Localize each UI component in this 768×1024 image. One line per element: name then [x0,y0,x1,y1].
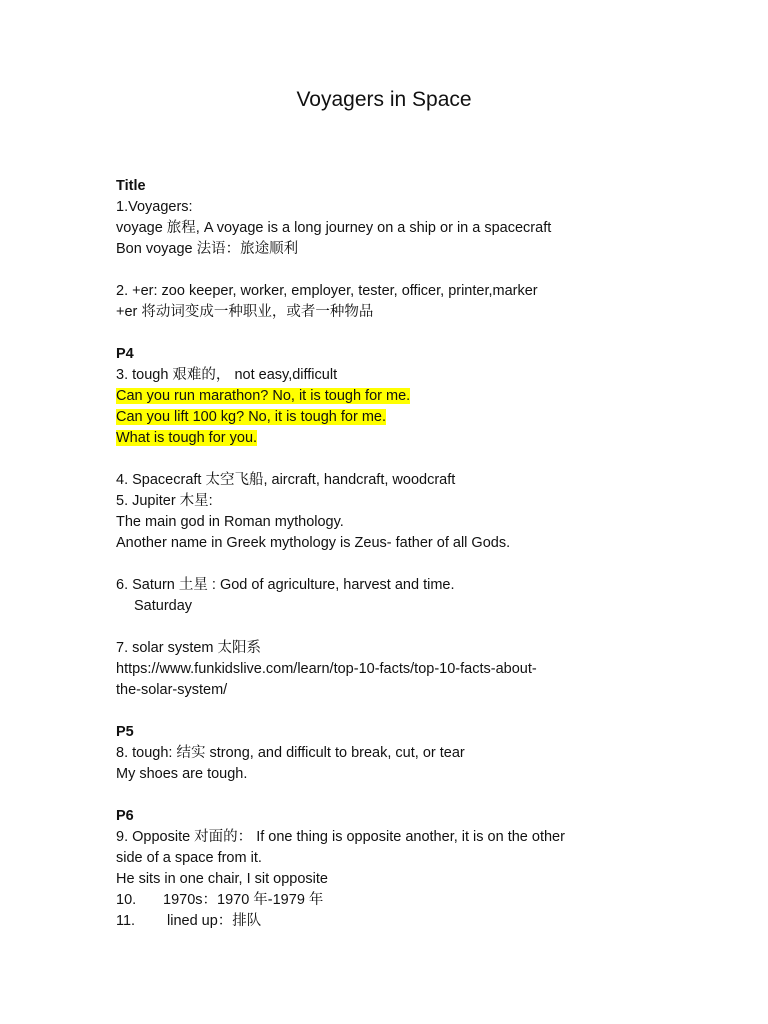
blank-line [116,554,676,575]
text-line: He sits in one chair, I sit opposite [116,871,328,887]
item-number: 10. [116,892,137,908]
text-line: 1.Voyagers: [116,199,193,215]
document-title: Voyagers in Space [296,88,472,111]
section-heading-p6: P6 [116,808,134,824]
text-line: Bon voyage 法语：旅途顺利 [116,241,299,257]
highlighted-sentence: Can you run marathon? No, it is tough for me. [116,388,411,404]
highlighted-sentence: What is tough for you. [116,430,258,446]
text-line: 3. tough 艰难的， not easy,difficult [116,367,338,383]
document-body [116,176,676,932]
url-line: https://www.funkidslive.com/learn/top-10-facts/top-10-facts-about- [116,661,537,677]
blank-line [116,260,676,281]
numbered-line [116,890,676,911]
text-line: 8. tough: 结实 strong, and difficult to break, cut, or tear [116,745,465,761]
text-line: Another name in Greek mythology is Zeus- father of all Gods. [116,535,511,551]
text-line: My shoes are tough. [116,766,248,782]
section-heading-p5: P5 [116,724,134,740]
text-line: 2. +er: zoo keeper, worker, employer, tester, officer, printer,marker [116,283,538,299]
item-number: 11. [116,913,136,929]
highlighted-sentence: Can you lift 100 kg? No, it is tough for me. [116,409,386,425]
blank-line [116,617,676,638]
text-line: 9. Opposite 对面的： If one thing is opposite another, it is on the other [116,829,565,845]
blank-line [116,323,676,344]
section-heading-title: Title [116,178,146,194]
section-heading-p4: P4 [116,346,134,362]
text-line: 5. Jupiter 木星: [116,493,213,509]
item-text: 1970s：1970 年-1979 年 [163,892,324,908]
text-line: +er 将动词变成一种职业，或者一种物品 [116,304,374,320]
numbered-line [116,911,676,932]
blank-line [116,701,676,722]
text-line: side of a space from it. [116,850,262,866]
blank-line [116,449,676,470]
text-line: The main god in Roman mythology. [116,514,344,530]
text-line: 4. Spacecraft 太空飞船, aircraft, handcraft, woodcraft [116,472,456,488]
url-line: the-solar-system/ [116,682,228,698]
text-line: 6. Saturn 土星 : God of agriculture, harvest and time. [116,577,455,593]
text-line: Saturday [134,598,193,614]
item-text: lined up：排队 [167,913,262,929]
blank-line [116,785,676,806]
text-line: voyage 旅程, A voyage is a long journey on a ship or in a spacecraft [116,220,552,236]
text-line: 7. solar system 太阳系 [116,640,262,656]
